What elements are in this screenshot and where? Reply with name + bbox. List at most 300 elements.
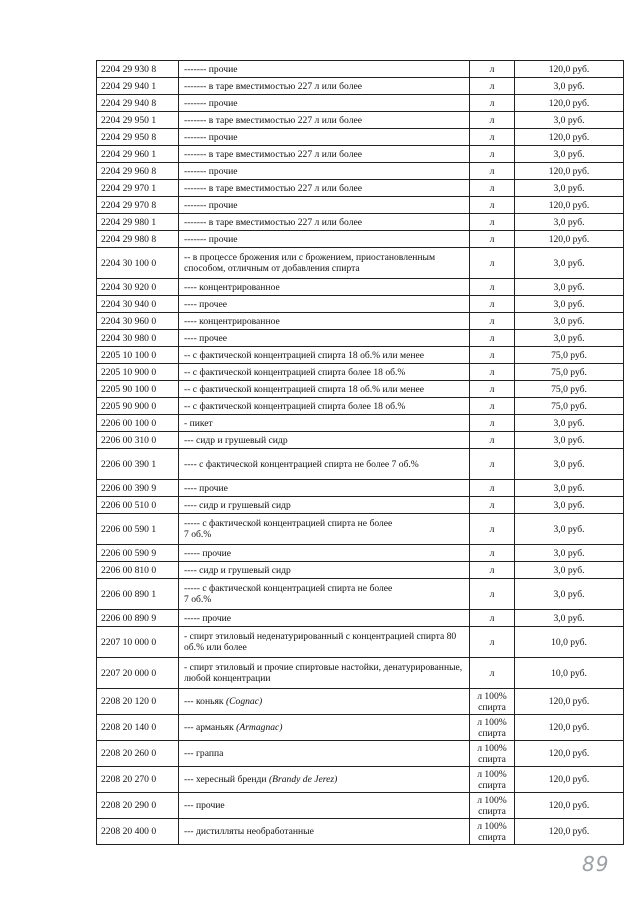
goods-description: [179, 163, 470, 180]
tariff-code-text: 2204 29 970 8: [101, 199, 157, 211]
goods-description: [179, 715, 470, 741]
unit-of-measure-text: л: [489, 434, 495, 446]
unit-of-measure-text: л: [489, 114, 495, 126]
excise-rate-text: 3,0 руб.: [553, 458, 585, 470]
tariff-code-text: 2206 00 100 0: [101, 417, 157, 429]
unit-of-measure: [470, 95, 515, 112]
goods-description-text: ------- прочие: [184, 97, 238, 109]
goods-description: [179, 296, 470, 313]
goods-description: [179, 279, 470, 296]
tariff-code: [97, 819, 179, 845]
excise-rate-text: 120,0 руб.: [548, 774, 590, 785]
unit-of-measure: [470, 767, 515, 793]
tariff-code: [97, 180, 179, 197]
excise-rate-text: 3,0 руб.: [553, 281, 585, 293]
unit-of-measure-text: л: [489, 80, 495, 92]
tariff-code-text: 2204 30 980 0: [101, 332, 157, 344]
tariff-code: [97, 398, 179, 415]
unit-of-measure: [470, 741, 515, 767]
unit-of-measure-text: л 100% спирта: [477, 768, 507, 791]
goods-description: [179, 364, 470, 381]
goods-description: [179, 627, 470, 658]
excise-rate: [515, 279, 624, 296]
tariff-code-text: 2204 29 970 1: [101, 182, 157, 194]
excise-rate-text: 120,0 руб.: [548, 131, 590, 143]
excise-rate-text: 120,0 руб.: [548, 97, 590, 109]
excise-rate: [515, 347, 624, 364]
tariff-code: [97, 480, 179, 497]
table-row: [97, 415, 624, 432]
unit-of-measure: [470, 497, 515, 514]
excise-rate: [515, 449, 624, 480]
goods-description: [179, 689, 470, 715]
unit-of-measure-text: л: [489, 216, 495, 228]
excise-rate: [515, 163, 624, 180]
table-row: [97, 658, 624, 689]
table-row: [97, 231, 624, 248]
excise-rate: [515, 497, 624, 514]
goods-description: [179, 129, 470, 146]
unit-of-measure-text: л: [489, 547, 495, 559]
excise-rate-text: 3,0 руб.: [553, 482, 585, 494]
excise-rate: [515, 61, 624, 78]
goods-description-latin: (Armagnac): [236, 722, 283, 733]
excise-rate-text: 3,0 руб.: [553, 434, 585, 446]
excise-rate: [515, 398, 624, 415]
goods-description-text: ------- прочие: [184, 131, 238, 143]
goods-description-text: --- хересный бренди: [184, 774, 269, 785]
goods-description: [179, 95, 470, 112]
tariff-code-text: 2206 00 810 0: [101, 564, 157, 576]
excise-rate: [515, 480, 624, 497]
unit-of-measure: [470, 689, 515, 715]
goods-description-text: --- сидр и грушевый сидр: [184, 434, 288, 446]
unit-of-measure-text: л: [489, 315, 495, 327]
excise-rate-text: 120,0 руб.: [548, 165, 590, 177]
unit-of-measure: [470, 819, 515, 845]
table-row: [97, 449, 624, 480]
excise-rate-text: 3,0 руб.: [553, 564, 585, 576]
table-row: [97, 545, 624, 562]
unit-of-measure: [470, 579, 515, 610]
unit-of-measure: [470, 415, 515, 432]
excise-rate-text: 3,0 руб.: [553, 216, 585, 228]
excise-rate: [515, 364, 624, 381]
unit-of-measure-text: л: [489, 612, 495, 624]
unit-of-measure-text: л: [489, 131, 495, 143]
tariff-code-text: 2204 29 960 8: [101, 165, 157, 177]
excise-rate-text: 120,0 руб.: [548, 748, 590, 759]
unit-of-measure-text: л: [489, 233, 495, 245]
goods-description: [179, 146, 470, 163]
goods-description-latin: (Brandy de Jerez): [268, 774, 338, 785]
goods-description-text: ------- в таре вместимостью 227 л или более: [184, 148, 363, 160]
tariff-code: [97, 163, 179, 180]
tariff-code: [97, 497, 179, 514]
unit-of-measure-text: л: [489, 366, 495, 378]
unit-of-measure-text: л: [489, 182, 495, 194]
tariff-code: [97, 78, 179, 95]
excise-rate-text: 3,0 руб.: [553, 315, 585, 327]
goods-description: [179, 562, 470, 579]
tariff-code-text: 2204 30 920 0: [101, 281, 157, 293]
unit-of-measure-text: л: [489, 383, 495, 395]
table-row: [97, 627, 624, 658]
unit-of-measure: [470, 129, 515, 146]
tariff-code-text: 2207 20 000 0: [101, 667, 157, 679]
excise-rate-text: 120,0 руб.: [548, 199, 590, 211]
table-row: [97, 381, 624, 398]
goods-description-text: - спирт этиловый и прочие спиртовые настойки, денатурированные, любой концентрации: [184, 662, 463, 684]
tariff-code: [97, 95, 179, 112]
excise-rate: [515, 248, 624, 279]
goods-description-text: ------- в таре вместимостью 227 л или более: [184, 114, 363, 126]
tariff-code-text: 2204 30 100 0: [101, 257, 157, 269]
excise-rate: [515, 231, 624, 248]
unit-of-measure: [470, 214, 515, 231]
unit-of-measure: [470, 163, 515, 180]
unit-of-measure-text: л 100% спирта: [477, 794, 507, 817]
table-row: [97, 347, 624, 364]
unit-of-measure-text: л: [489, 458, 495, 470]
table-row: [97, 715, 624, 741]
tariff-code: [97, 112, 179, 129]
table-row: [97, 180, 624, 197]
goods-description-text: ---- сидр и грушевый сидр: [184, 499, 291, 511]
excise-rate: [515, 296, 624, 313]
tariff-code: [97, 313, 179, 330]
tariff-code-text: 2208 20 270 0: [101, 774, 157, 785]
tariff-code: [97, 197, 179, 214]
excise-rate-text: 10,0 руб.: [551, 636, 587, 648]
goods-description: [179, 398, 470, 415]
tariff-code-text: 2204 29 940 8: [101, 97, 157, 109]
tariff-code-text: 2208 20 140 0: [101, 722, 157, 733]
unit-of-measure-text: л: [489, 588, 495, 600]
goods-description-text: ---- прочее: [184, 332, 227, 344]
tariff-code: [97, 248, 179, 279]
tariff-code-text: 2205 90 900 0: [101, 400, 157, 412]
table-row: [97, 432, 624, 449]
tariff-code: [97, 514, 179, 545]
tariff-code: [97, 793, 179, 819]
tariff-code: [97, 627, 179, 658]
tariff-code: [97, 279, 179, 296]
goods-description: [179, 347, 470, 364]
tariff-code: [97, 715, 179, 741]
tariff-code: [97, 347, 179, 364]
excise-rate: [515, 381, 624, 398]
goods-description-text: --- прочие: [184, 800, 225, 811]
tariff-code: [97, 741, 179, 767]
tariff-table-body: [97, 61, 624, 845]
tariff-code-text: 2208 20 260 0: [101, 748, 157, 759]
goods-description: [179, 231, 470, 248]
goods-description-text: - спирт этиловый неденатурированный с концентрацией спирта 80 об.% или более: [184, 631, 457, 653]
tariff-code-text: 2205 10 100 0: [101, 349, 157, 361]
table-row: [97, 793, 624, 819]
excise-rate: [515, 579, 624, 610]
unit-of-measure: [470, 313, 515, 330]
excise-rate-text: 3,0 руб.: [553, 588, 585, 600]
goods-description: [179, 214, 470, 231]
goods-description: [179, 658, 470, 689]
goods-description-latin: (Cognac): [225, 696, 263, 707]
goods-description-text: ------- прочие: [184, 63, 238, 75]
goods-description-text: --- коньяк: [184, 696, 226, 707]
goods-description-text: --- граппа: [184, 748, 224, 759]
goods-description: [179, 415, 470, 432]
excise-rate-text: 3,0 руб.: [553, 298, 585, 310]
excise-rate: [515, 112, 624, 129]
goods-description: [179, 432, 470, 449]
goods-description-text: - пикет: [184, 417, 213, 429]
unit-of-measure: [470, 61, 515, 78]
excise-rate: [515, 95, 624, 112]
tariff-code-text: 2206 00 510 0: [101, 499, 157, 511]
tariff-code-text: 2206 00 890 9: [101, 612, 157, 624]
unit-of-measure: [470, 146, 515, 163]
excise-rate: [515, 214, 624, 231]
unit-of-measure: [470, 296, 515, 313]
tariff-code-text: 2204 29 980 1: [101, 216, 157, 228]
tariff-table: [96, 60, 624, 845]
tariff-code: [97, 562, 179, 579]
goods-description: [179, 330, 470, 347]
tariff-code: [97, 415, 179, 432]
goods-description: [179, 480, 470, 497]
unit-of-measure: [470, 248, 515, 279]
table-row: [97, 248, 624, 279]
goods-description-text: ----- с фактической концентрацией спирта не более 7 об.%: [184, 518, 393, 540]
goods-description-text: -- с фактической концентрацией спирта более 18 об.%: [184, 400, 406, 412]
tariff-code-text: 2208 20 120 0: [101, 696, 157, 707]
unit-of-measure-text: л: [489, 199, 495, 211]
unit-of-measure: [470, 480, 515, 497]
tariff-code: [97, 129, 179, 146]
excise-rate: [515, 610, 624, 627]
tariff-code: [97, 579, 179, 610]
table-row: [97, 330, 624, 347]
excise-rate-text: 3,0 руб.: [553, 182, 585, 194]
table-row: [97, 112, 624, 129]
goods-description: [179, 449, 470, 480]
tariff-code-text: 2205 10 900 0: [101, 366, 157, 378]
goods-description-text: ------- в таре вместимостью 227 л или более: [184, 182, 363, 194]
table-row: [97, 514, 624, 545]
tariff-code-text: 2206 00 590 1: [101, 523, 157, 535]
unit-of-measure: [470, 432, 515, 449]
unit-of-measure: [470, 545, 515, 562]
goods-description-text: ------- прочие: [184, 165, 238, 177]
excise-rate-text: 75,0 руб.: [551, 349, 587, 361]
goods-description-text: -- с фактической концентрацией спирта 18 об.% или менее: [184, 383, 424, 395]
goods-description: [179, 313, 470, 330]
excise-rate-text: 120,0 руб.: [548, 826, 590, 837]
excise-rate: [515, 767, 624, 793]
table-row: [97, 129, 624, 146]
excise-rate-text: 120,0 руб.: [548, 722, 590, 733]
excise-rate-text: 3,0 руб.: [553, 417, 585, 429]
goods-description-text: ------- в таре вместимостью 227 л или более: [184, 216, 363, 228]
tariff-code: [97, 231, 179, 248]
goods-description-text: -- в процессе брожения или с брожением, приостановленным способом, отличным от добавления спирта: [184, 252, 436, 274]
goods-description-text: ---- с фактической концентрацией спирта не более 7 об.%: [184, 458, 419, 470]
goods-description: [179, 579, 470, 610]
tariff-code-text: 2204 30 940 0: [101, 298, 157, 310]
unit-of-measure-text: л: [489, 257, 495, 269]
page-number: 89: [582, 852, 610, 876]
goods-description: [179, 497, 470, 514]
unit-of-measure: [470, 231, 515, 248]
goods-description: [179, 610, 470, 627]
unit-of-measure: [470, 112, 515, 129]
goods-description-text: ------- прочие: [184, 199, 238, 211]
unit-of-measure: [470, 180, 515, 197]
table-row: [97, 819, 624, 845]
tariff-code: [97, 330, 179, 347]
excise-rate-text: 3,0 руб.: [553, 148, 585, 160]
goods-description: [179, 381, 470, 398]
unit-of-measure-text: л: [489, 499, 495, 511]
goods-description: [179, 248, 470, 279]
excise-rate: [515, 562, 624, 579]
goods-description-text: ------- прочие: [184, 233, 238, 245]
table-row: [97, 480, 624, 497]
table-row: [97, 562, 624, 579]
tariff-code: [97, 146, 179, 163]
tariff-code-text: 2204 29 950 1: [101, 114, 157, 126]
table-row: [97, 197, 624, 214]
excise-rate-text: 3,0 руб.: [553, 114, 585, 126]
goods-description: [179, 514, 470, 545]
goods-description: [179, 545, 470, 562]
excise-rate: [515, 197, 624, 214]
unit-of-measure-text: л 100% спирта: [477, 716, 507, 739]
excise-rate: [515, 78, 624, 95]
unit-of-measure-text: л: [489, 667, 495, 679]
excise-rate: [515, 432, 624, 449]
tariff-code-text: 2206 00 390 1: [101, 458, 157, 470]
tariff-code: [97, 381, 179, 398]
goods-description-text: -- с фактической концентрацией спирта более 18 об.%: [184, 366, 406, 378]
excise-rate: [515, 545, 624, 562]
unit-of-measure-text: л 100% спирта: [477, 820, 507, 843]
tariff-code: [97, 449, 179, 480]
unit-of-measure-text: л: [489, 281, 495, 293]
excise-rate-text: 120,0 руб.: [548, 63, 590, 75]
table-row: [97, 741, 624, 767]
excise-rate-text: 120,0 руб.: [548, 800, 590, 811]
unit-of-measure-text: л: [489, 564, 495, 576]
unit-of-measure: [470, 381, 515, 398]
unit-of-measure-text: л: [489, 63, 495, 75]
table-row: [97, 146, 624, 163]
table-row: [97, 579, 624, 610]
goods-description-text: ----- прочие: [184, 612, 232, 624]
excise-rate: [515, 146, 624, 163]
goods-description-text: ---- сидр и грушевый сидр: [184, 564, 291, 576]
goods-description-text: ----- прочие: [184, 547, 232, 559]
table-row: [97, 313, 624, 330]
table-row: [97, 279, 624, 296]
unit-of-measure: [470, 562, 515, 579]
unit-of-measure-text: л: [489, 298, 495, 310]
excise-rate-text: 3,0 руб.: [553, 80, 585, 92]
tariff-code-text: 2207 10 000 0: [101, 636, 157, 648]
excise-rate-text: 3,0 руб.: [553, 612, 585, 624]
excise-rate-text: 75,0 руб.: [551, 383, 587, 395]
unit-of-measure: [470, 658, 515, 689]
table-row: [97, 497, 624, 514]
tariff-code-text: 2204 29 960 1: [101, 148, 157, 160]
tariff-code: [97, 610, 179, 627]
table-row: [97, 610, 624, 627]
unit-of-measure: [470, 793, 515, 819]
excise-rate-text: 3,0 руб.: [553, 332, 585, 344]
table-row: [97, 95, 624, 112]
tariff-code-text: 2204 30 960 0: [101, 315, 157, 327]
unit-of-measure-text: л 100% спирта: [477, 690, 507, 713]
unit-of-measure: [470, 279, 515, 296]
excise-rate-text: 75,0 руб.: [551, 366, 587, 378]
unit-of-measure-text: л: [489, 332, 495, 344]
excise-rate: [515, 330, 624, 347]
unit-of-measure: [470, 627, 515, 658]
table-row: [97, 689, 624, 715]
excise-rate: [515, 129, 624, 146]
excise-rate: [515, 627, 624, 658]
goods-description-text: ---- прочие: [184, 482, 228, 494]
unit-of-measure: [470, 330, 515, 347]
tariff-code-text: 2206 00 390 9: [101, 482, 157, 494]
tariff-code-text: 2205 90 100 0: [101, 383, 157, 395]
unit-of-measure: [470, 78, 515, 95]
excise-rate: [515, 313, 624, 330]
goods-description-text: ----- с фактической концентрацией спирта не более 7 об.%: [184, 583, 393, 605]
excise-rate: [515, 180, 624, 197]
unit-of-measure-text: л: [489, 349, 495, 361]
unit-of-measure-text: л: [489, 148, 495, 160]
tariff-code-text: 2204 29 980 8: [101, 233, 157, 245]
excise-rate-text: 10,0 руб.: [551, 667, 587, 679]
tariff-code: [97, 214, 179, 231]
goods-description: [179, 61, 470, 78]
unit-of-measure: [470, 364, 515, 381]
excise-rate: [515, 689, 624, 715]
unit-of-measure-text: л: [489, 636, 495, 648]
excise-rate-text: 3,0 руб.: [553, 523, 585, 535]
goods-description: [179, 112, 470, 129]
goods-description: [179, 793, 470, 819]
goods-description: [179, 819, 470, 845]
unit-of-measure-text: л: [489, 482, 495, 494]
unit-of-measure: [470, 514, 515, 545]
table-row: [97, 364, 624, 381]
goods-description-text: --- дистилляты необработанные: [184, 826, 314, 837]
goods-description-text: ------- в таре вместимостью 227 л или более: [184, 80, 363, 92]
excise-rate: [515, 658, 624, 689]
table-row: [97, 398, 624, 415]
table-row: [97, 163, 624, 180]
unit-of-measure: [470, 197, 515, 214]
tariff-code: [97, 296, 179, 313]
table-row: [97, 767, 624, 793]
unit-of-measure: [470, 398, 515, 415]
excise-rate: [515, 514, 624, 545]
table-row: [97, 78, 624, 95]
tariff-code-text: 2206 00 310 0: [101, 434, 157, 446]
